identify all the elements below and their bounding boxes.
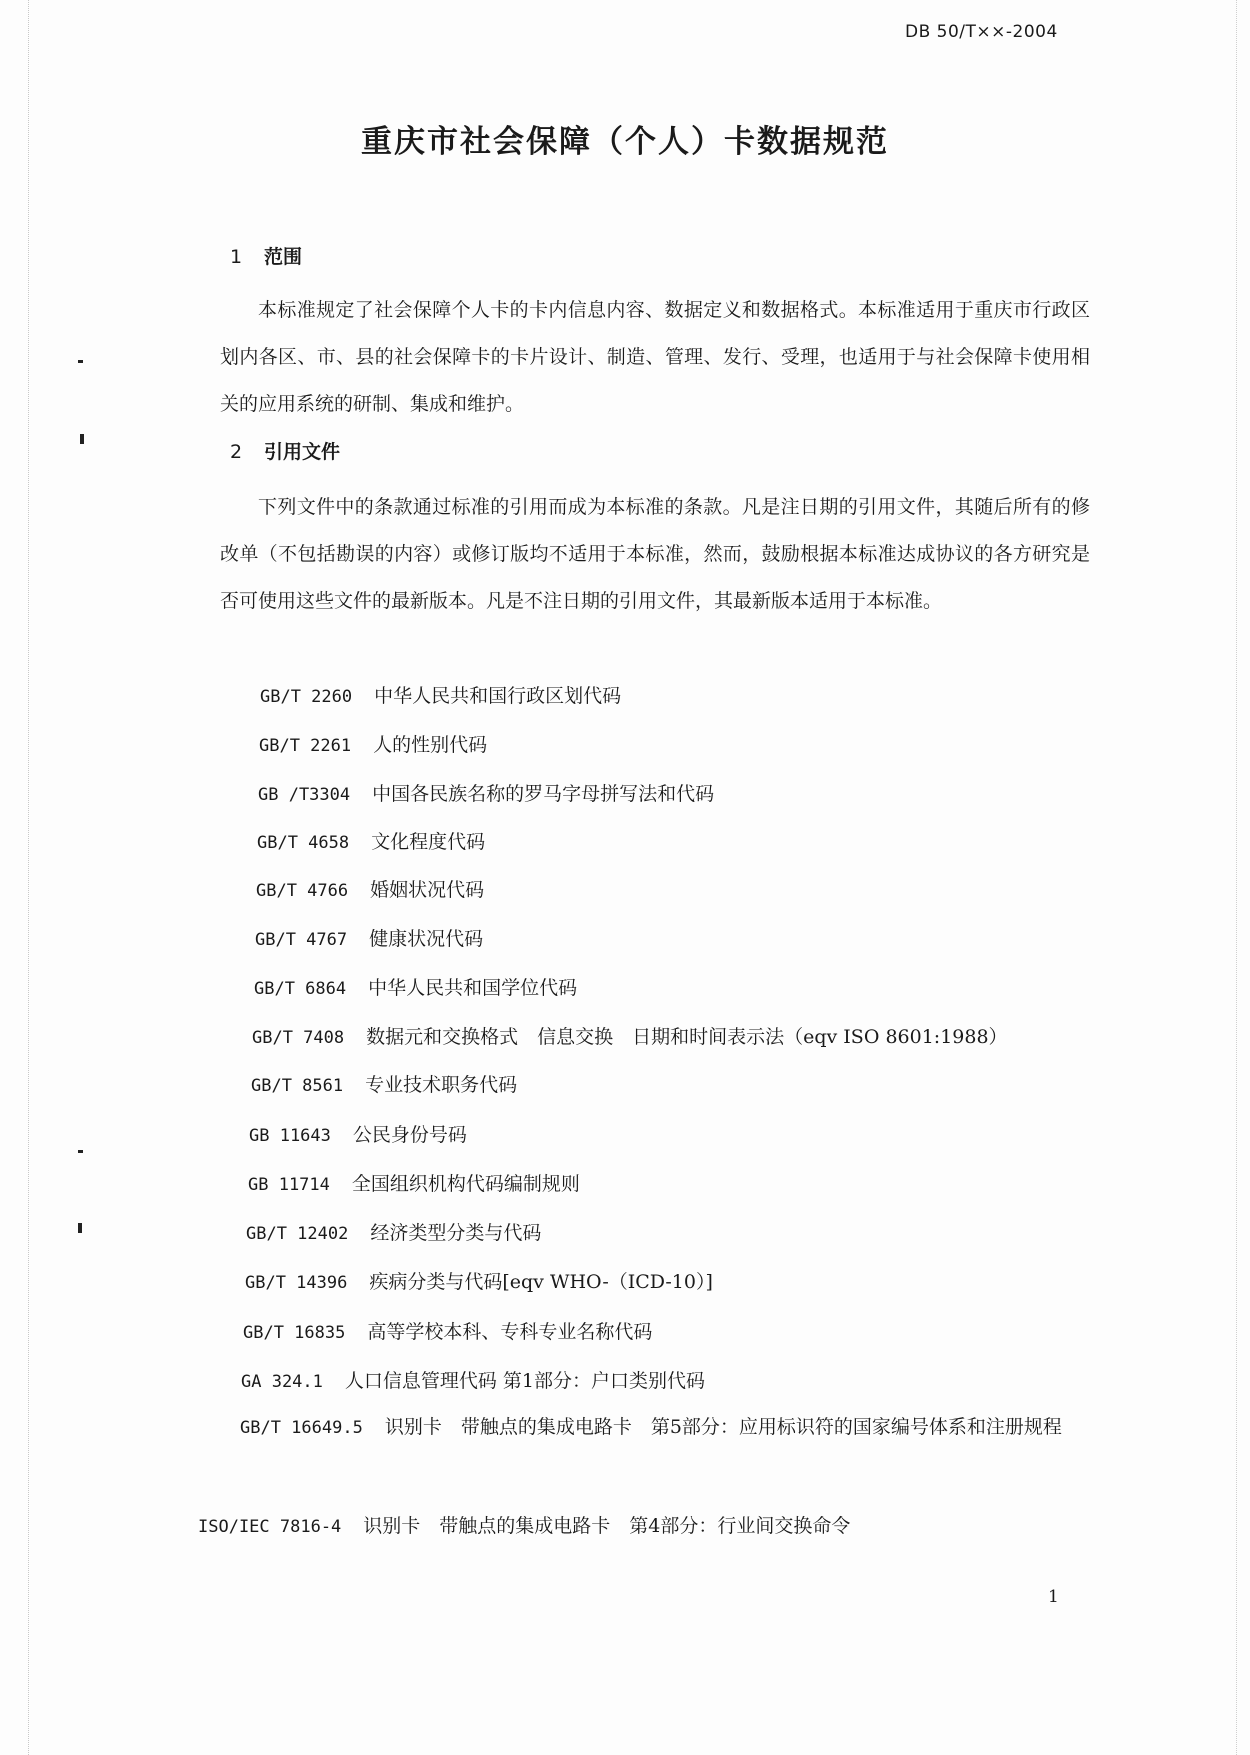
reference-name: 中华人民共和国学位代码 bbox=[368, 977, 578, 999]
reference-code: GB 11714 bbox=[248, 1175, 330, 1195]
reference-item bbox=[198, 1511, 850, 1538]
reference-item bbox=[258, 779, 714, 806]
reference-item bbox=[259, 730, 487, 757]
reference-name: 全国组织机构代码编制规则 bbox=[351, 1173, 580, 1195]
reference-code: GB/T 6864 bbox=[254, 979, 347, 999]
reference-code: GB/T 16835 bbox=[243, 1323, 346, 1343]
reference-name: 经济类型分类与代码 bbox=[370, 1222, 542, 1244]
reference-item bbox=[249, 1120, 467, 1147]
document-title: 重庆市社会保障（个人）卡数据规范 bbox=[361, 124, 889, 160]
reference-code: GB 11643 bbox=[249, 1126, 331, 1146]
reference-item bbox=[243, 1317, 652, 1344]
reference-name: 专业技术职务代码 bbox=[365, 1074, 518, 1096]
section-number: 1 bbox=[230, 246, 243, 268]
reference-item bbox=[251, 1070, 517, 1097]
reference-name: 识别卡 带触点的集成电路卡 第5部分：应用标识符的国家编号体系和注册规程 bbox=[384, 1416, 1062, 1438]
reference-name: 人的性别代码 bbox=[373, 734, 488, 756]
reference-item bbox=[256, 875, 484, 902]
reference-name: 人口信息管理代码 第1部分：户口类别代码 bbox=[344, 1370, 706, 1392]
reference-name: 文化程度代码 bbox=[371, 831, 486, 853]
reference-code: GB/T 7408 bbox=[252, 1028, 345, 1048]
reference-code: GB/T 4767 bbox=[255, 930, 348, 950]
section-title: 范围 bbox=[264, 246, 303, 268]
reference-name: 疾病分类与代码[eqv WHO-（ICD-10）] bbox=[369, 1271, 713, 1293]
reference-name: 健康状况代码 bbox=[369, 928, 484, 950]
reference-item bbox=[257, 827, 485, 854]
reference-code: GB/T 4766 bbox=[256, 881, 349, 901]
reference-code: GB/T 4658 bbox=[257, 833, 350, 853]
reference-item bbox=[240, 1403, 1120, 1452]
reference-code: GB/T 14396 bbox=[245, 1273, 348, 1293]
reference-item bbox=[255, 924, 483, 951]
reference-item bbox=[260, 681, 621, 708]
reference-name: 中国各民族名称的罗马字母拼写法和代码 bbox=[372, 783, 715, 805]
reference-name: 婚姻状况代码 bbox=[370, 879, 485, 901]
page-number: 1 bbox=[1048, 1587, 1059, 1607]
standard-code: DB 50/T××-2004 bbox=[905, 22, 1058, 42]
reference-item bbox=[248, 1169, 580, 1196]
reference-code: GB /T3304 bbox=[258, 785, 351, 805]
reference-code: GB/T 12402 bbox=[246, 1224, 349, 1244]
reference-code: GB/T 2260 bbox=[260, 687, 353, 707]
section-title: 引用文件 bbox=[264, 441, 341, 463]
reference-code: GB/T 2261 bbox=[259, 736, 352, 756]
reference-item bbox=[254, 973, 577, 1000]
section-2-paragraph: 下列文件中的条款通过标准的引用而成为本标准的条款。凡是注日期的引用文件，其随后所有的修改单（不包括勘误的内容）或修订版均不适用于本标准，然而，鼓励根据本标准达成协议的各方研究是否可使用这些文件的最新版本。凡是不注日期的引用文件，其最新版本适用于本标准。 bbox=[220, 496, 1090, 612]
reference-item bbox=[245, 1267, 713, 1294]
section-number: 2 bbox=[230, 441, 243, 463]
reference-name: 数据元和交换格式 信息交换 日期和时间表示法（eqv ISO 8601:1988） bbox=[366, 1026, 1008, 1048]
section-1-paragraph: 本标准规定了社会保障个人卡的卡内信息内容、数据定义和数据格式。本标准适用于重庆市行政区划内各区、市、县的社会保障卡的卡片设计、制造、管理、发行、受理，也适用于与社会保障卡使用相关的应用系统的研制、集成和维护。 bbox=[220, 299, 1090, 415]
reference-code: GA 324.1 bbox=[241, 1372, 323, 1392]
reference-item bbox=[246, 1218, 541, 1245]
reference-item bbox=[252, 1022, 1008, 1049]
reference-code: GB/T 8561 bbox=[251, 1076, 344, 1096]
reference-name: 识别卡 带触点的集成电路卡 第4部分：行业间交换命令 bbox=[363, 1515, 851, 1537]
reference-name: 高等学校本科、专科专业名称代码 bbox=[367, 1321, 653, 1343]
reference-code: GB/T 16649.5 bbox=[240, 1418, 363, 1438]
reference-name: 中华人民共和国行政区划代码 bbox=[374, 685, 622, 707]
reference-name: 公民身份号码 bbox=[352, 1124, 467, 1146]
reference-item bbox=[241, 1366, 705, 1393]
reference-code: ISO/IEC 7816-4 bbox=[198, 1517, 342, 1537]
